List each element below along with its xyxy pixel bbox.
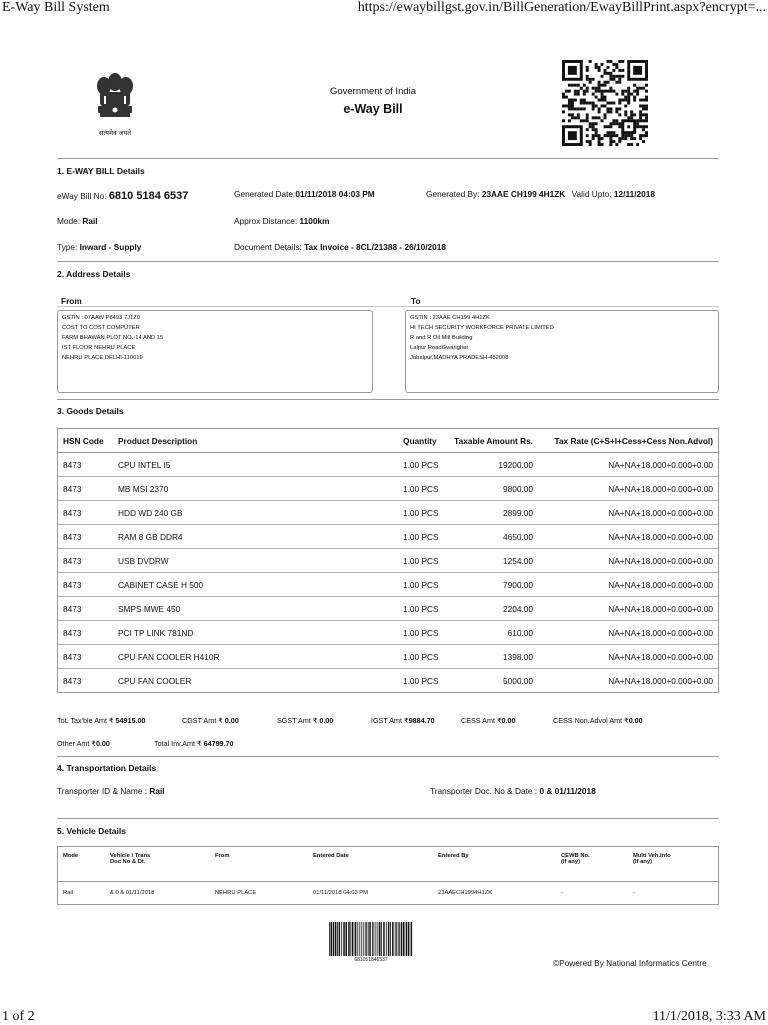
- quantity-cell: 1.00 PCS: [398, 525, 448, 549]
- hsn-cell: 8473: [58, 477, 114, 501]
- table-row: [58, 501, 719, 525]
- sgst-field: [277, 716, 333, 725]
- description-cell: HDD WD 240 GB: [113, 501, 398, 525]
- cess-label: CESS Amt ₹: [461, 716, 502, 725]
- goods-table: [57, 428, 719, 693]
- table-row: [58, 645, 719, 669]
- transporter-id-label: Transporter ID & Name :: [57, 786, 148, 796]
- table-row: [58, 525, 719, 549]
- amount-cell: 5000.00: [448, 669, 538, 693]
- igst-value: 9884.70: [408, 716, 435, 725]
- table-row: [58, 621, 719, 645]
- description-cell: USB DVDRW: [113, 549, 398, 573]
- valid-upto-value: 12/11/2018: [613, 189, 655, 199]
- from-label: From: [61, 296, 82, 306]
- amount-cell: 2899.00: [448, 501, 538, 525]
- powered-by: [553, 958, 707, 968]
- government-label: Government of India: [329, 86, 417, 97]
- amount-cell: 7900.00: [448, 573, 538, 597]
- description-cell: PCI TP LINK 781ND: [113, 621, 398, 645]
- cess-non-advol-value: 0.00: [628, 716, 643, 725]
- cess-non-advol-label: CESS Non.Advol Amt ₹: [553, 716, 629, 725]
- to-name: HI TECH SECURITY WORKFORCE PRIVATE LIMITED: [410, 325, 554, 331]
- table-row: [58, 573, 719, 597]
- to-label: To: [411, 296, 421, 306]
- total-invoice-field: [154, 739, 234, 748]
- col-multi-veh: [628, 847, 719, 882]
- rate-cell: NA+NA+18.000+0.000+0.00: [538, 597, 719, 621]
- table-row: [58, 597, 719, 621]
- divider: [57, 158, 719, 159]
- barcode-number: 681051846537: [354, 957, 388, 963]
- to-address-line: Jabalpur,MADHYA PRADESH-482008: [410, 355, 509, 361]
- to-address-box: [405, 310, 719, 393]
- quantity-cell: 1.00 PCS: [398, 573, 448, 597]
- amount-cell: 19200.00: [448, 453, 538, 477]
- print-page-url: https://ewaybillgst.gov.in/BillGeneration/EwayBillPrint.aspx?encrypt=...: [357, 0, 766, 15]
- cgst-field: [182, 716, 239, 725]
- section-transport-heading: 4. Transportation Details: [57, 763, 157, 773]
- col-quantity: Quantity: [398, 429, 448, 453]
- divider: [57, 399, 719, 400]
- table-row: [58, 453, 719, 477]
- igst-field: [371, 716, 435, 725]
- transporter-doc-field: [430, 786, 596, 796]
- col-entered-date-label: Entered Date: [313, 853, 349, 859]
- col-from-label: From: [215, 853, 230, 859]
- vehicle-multi-cell: -: [628, 882, 719, 905]
- from-address-line: IST FLOOR NEHRU PLACE: [62, 345, 136, 351]
- col-mode: [58, 847, 106, 882]
- amount-cell: 9800.00: [448, 477, 538, 501]
- to-address-line: R and R Oil Mill Building: [410, 335, 473, 341]
- other-amount-label: Other Amt ₹: [57, 739, 96, 748]
- from-address-line: NEHRU PLACE,DELHI-110019: [62, 355, 143, 361]
- generated-by-label: Generated By:: [426, 189, 480, 199]
- section-vehicle-heading: 5. Vehicle Details: [57, 826, 126, 836]
- qr-code: [562, 60, 648, 146]
- col-multi-veh-sublabel: (If any): [633, 859, 653, 865]
- cess-non-advol-field: [553, 716, 643, 725]
- quantity-cell: 1.00 PCS: [398, 645, 448, 669]
- valid-upto-label: Valid Upto:: [571, 189, 612, 199]
- transporter-doc-value: 0 & 01/11/2018: [539, 786, 596, 796]
- national-emblem-icon: [90, 68, 140, 130]
- from-name: COST TO COST COMPUTER: [62, 325, 140, 331]
- total-invoice-label: Total Inv.Amt ₹: [154, 739, 202, 748]
- rate-cell: NA+NA+18.000+0.000+0.00: [538, 573, 719, 597]
- sgst-value: 0.00: [319, 716, 334, 725]
- rate-cell: NA+NA+18.000+0.000+0.00: [538, 549, 719, 573]
- document-details-value: Tax Invoice - 8CL/21388 - 26/10/2018: [304, 242, 447, 252]
- transporter-id-value: Rail: [149, 786, 165, 796]
- rate-cell: NA+NA+18.000+0.000+0.00: [538, 645, 719, 669]
- vehicle-table: [57, 846, 719, 905]
- vehicle-entered-by-cell: 23AAECH1994H1ZK: [433, 882, 556, 905]
- ewb-number-label: eWay Bill No:: [57, 191, 107, 201]
- col-vehicle-label: Vehicle / Trans: [110, 853, 151, 859]
- section-goods-heading: 3. Goods Details: [57, 406, 124, 416]
- generated-date-label: Generated Date:: [234, 189, 296, 199]
- col-mode-label: Mode: [63, 853, 79, 859]
- hsn-cell: 8473: [58, 621, 114, 645]
- transporter-doc-label: Transporter Doc. No & Date :: [430, 786, 538, 796]
- barcode: [329, 922, 413, 956]
- divider: [57, 756, 719, 757]
- table-row: [58, 477, 719, 501]
- vehicle-header-row: [58, 847, 719, 882]
- rate-cell: NA+NA+18.000+0.000+0.00: [538, 501, 719, 525]
- total-taxable-value: 54915.00: [115, 716, 146, 725]
- other-amount-field: [57, 739, 110, 748]
- col-from: [210, 847, 308, 882]
- quantity-cell: 1.00 PCS: [398, 453, 448, 477]
- vehicle-from-cell: NEHRU PLACE: [210, 882, 308, 905]
- quantity-cell: 1.00 PCS: [398, 477, 448, 501]
- document-details-label: Document Details:: [234, 242, 302, 252]
- print-page-number: 1 of 2: [2, 1009, 35, 1024]
- col-cewb-no: [556, 847, 628, 882]
- generated-date-field: [234, 189, 375, 199]
- quantity-cell: 1.00 PCS: [398, 669, 448, 693]
- emblem-motto: सत्यमेव जयते: [99, 129, 131, 137]
- type-label: Type:: [57, 242, 78, 252]
- description-cell: CPU INTEL I5: [113, 453, 398, 477]
- total-taxable-field: [57, 716, 146, 725]
- ewb-number-field: [57, 190, 188, 202]
- section-ewb-heading: 1. E-WAY BILL Details: [57, 166, 145, 176]
- transporter-id-field: [57, 786, 165, 796]
- hsn-cell: 8473: [58, 669, 114, 693]
- mode-field: [57, 216, 98, 226]
- col-vehicle-sublabel: Doc No & Dt.: [110, 859, 146, 865]
- type-field: [57, 242, 141, 252]
- rate-cell: NA+NA+18.000+0.000+0.00: [538, 621, 719, 645]
- to-address-line: Lalpur RoadGwarighat: [410, 345, 469, 351]
- goods-header-row: [58, 429, 719, 453]
- amount-cell: 1398.00: [448, 645, 538, 669]
- generated-by-field: [426, 189, 655, 199]
- document-details-field: [234, 242, 446, 252]
- rate-cell: NA+NA+18.000+0.000+0.00: [538, 669, 719, 693]
- col-entered-by-label: Entered By: [438, 853, 469, 859]
- table-row: [58, 669, 719, 693]
- mode-label: Mode:: [57, 216, 81, 226]
- vehicle-cewb-cell: -: [556, 882, 628, 905]
- quantity-cell: 1.00 PCS: [398, 597, 448, 621]
- description-cell: CPU FAN COOLER H410R: [113, 645, 398, 669]
- col-multi-veh-label: Multi Veh.Info: [633, 853, 671, 859]
- hsn-cell: 8473: [58, 525, 114, 549]
- col-entered-date: [308, 847, 433, 882]
- table-row: [58, 549, 719, 573]
- amount-cell: 2204.00: [448, 597, 538, 621]
- cess-field: [461, 716, 516, 725]
- total-invoice-value: 64799.70: [203, 739, 234, 748]
- col-product-description: Product Description: [113, 429, 398, 453]
- generated-date-value: 01/11/2018 04:03 PM: [295, 189, 375, 199]
- description-cell: SMPS MWE 450: [113, 597, 398, 621]
- col-vehicle-doc: [105, 847, 210, 882]
- print-page-title: E-Way Bill System: [2, 0, 110, 15]
- description-cell: CABINET CASE H 500: [113, 573, 398, 597]
- section-address-heading: 2. Address Details: [57, 269, 131, 279]
- divider: [57, 261, 719, 262]
- sgst-label: SGST Amt ₹: [277, 716, 318, 725]
- print-timestamp: 11/1/2018, 3:33 AM: [652, 1009, 766, 1024]
- copyright-icon: ©: [553, 958, 560, 968]
- distance-label: Approx Distance:: [234, 216, 298, 226]
- amount-cell: 610.00: [448, 621, 538, 645]
- quantity-cell: 1.00 PCS: [398, 501, 448, 525]
- cgst-value: 0.00: [224, 716, 239, 725]
- hsn-cell: 8473: [58, 549, 114, 573]
- total-taxable-label: Tot. Tax'ble Amt ₹: [57, 716, 114, 725]
- col-cewb-sublabel: (If any): [561, 859, 581, 865]
- col-hsn-code: HSN Code: [58, 429, 114, 453]
- cgst-label: CGST Amt ₹: [182, 716, 223, 725]
- vehicle-date-cell: 01/11/2018 04:03 PM: [308, 882, 433, 905]
- table-row: [58, 882, 719, 905]
- divider: [57, 306, 719, 307]
- from-gstin: GSTIN : 07AAW P8493 7J1Z0: [62, 315, 141, 321]
- col-entered-by: [433, 847, 556, 882]
- vehicle-doc-cell: & 0 & 01/11/2018: [105, 882, 210, 905]
- distance-field: [234, 216, 330, 226]
- rate-cell: NA+NA+18.000+0.000+0.00: [538, 525, 719, 549]
- distance-value: 1100km: [299, 216, 330, 226]
- hsn-cell: 8473: [58, 501, 114, 525]
- to-gstin: GSTIN : 23AAE CH199 4H1ZK: [410, 315, 490, 321]
- divider: [57, 818, 719, 819]
- rate-cell: NA+NA+18.000+0.000+0.00: [538, 453, 719, 477]
- quantity-cell: 1.00 PCS: [398, 621, 448, 645]
- from-address-box: [57, 310, 373, 393]
- other-amount-value: 0.00: [95, 739, 110, 748]
- hsn-cell: 8473: [58, 645, 114, 669]
- igst-label: IGST Amt ₹: [371, 716, 409, 725]
- description-cell: RAM 8 GB DDR4: [113, 525, 398, 549]
- vehicle-mode-cell: Rail: [58, 882, 106, 905]
- ewb-number-value: 6810 5184 6537: [108, 190, 189, 202]
- mode-value: Rail: [82, 216, 98, 226]
- generated-by-value: 23AAE CH199 4H1ZK: [481, 189, 566, 199]
- type-value: Inward - Supply: [79, 242, 142, 252]
- description-cell: MB MSI 2370: [113, 477, 398, 501]
- rate-cell: NA+NA+18.000+0.000+0.00: [538, 477, 719, 501]
- hsn-cell: 8473: [58, 597, 114, 621]
- quantity-cell: 1.00 PCS: [398, 549, 448, 573]
- col-cewb-label: CEWB No.: [561, 853, 590, 859]
- description-cell: CPU FAN COOLER: [113, 669, 398, 693]
- cess-value: 0.00: [501, 716, 516, 725]
- hsn-cell: 8473: [58, 453, 114, 477]
- hsn-cell: 8473: [58, 573, 114, 597]
- col-tax-rate: Tax Rate (C+S+I+Cess+Cess Non.Advol): [538, 429, 719, 453]
- page-title: e-Way Bill: [343, 102, 403, 116]
- emblem-logo: [90, 68, 140, 138]
- from-address-line: FARM BHAWAN PLOT NO.-14 AND 15: [62, 335, 164, 341]
- powered-by-text: Powered By National Informatics Centre: [559, 958, 707, 968]
- col-taxable-amount: Taxable Amount Rs.: [448, 429, 538, 453]
- amount-cell: 4650.00: [448, 525, 538, 549]
- amount-cell: 1254.00: [448, 549, 538, 573]
